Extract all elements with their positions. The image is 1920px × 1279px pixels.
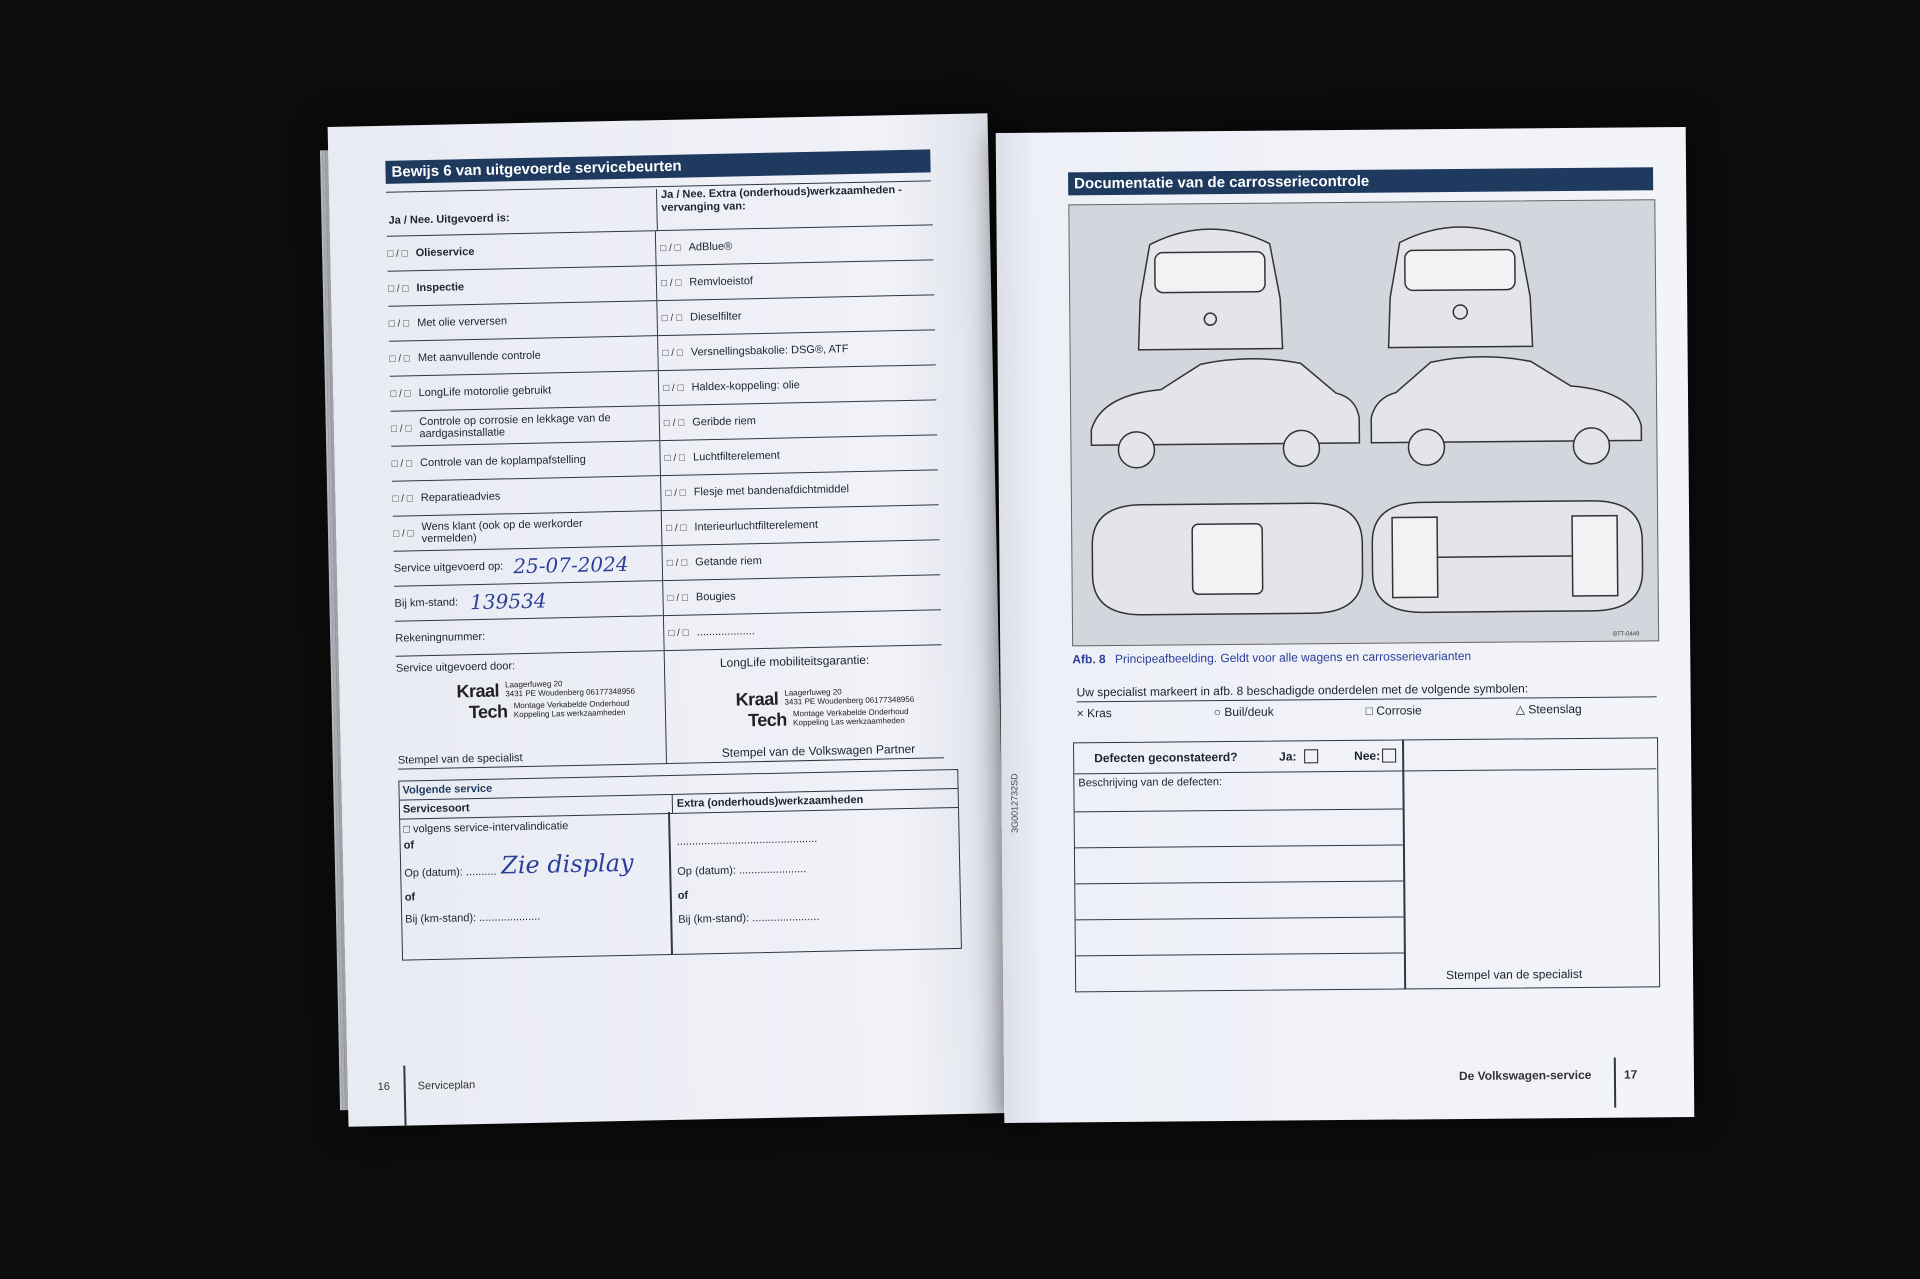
checkbox-pair[interactable]: □ / □ — [665, 487, 686, 499]
list-item-label: Met olie verversen — [417, 315, 508, 330]
checkbox-pair[interactable]: □ / □ — [661, 312, 683, 324]
list-item — [664, 609, 942, 650]
list-item-label: Getande riem — [695, 555, 762, 569]
checkbox-pair[interactable]: □ / □ — [390, 387, 411, 400]
list-item-label: Interieurluchtfilterelement — [694, 518, 819, 534]
list-item — [387, 230, 656, 271]
checkbox-pair[interactable]: □ / □ — [390, 422, 412, 435]
list-item — [391, 440, 660, 481]
list-item — [661, 469, 939, 510]
of-label: of — [677, 889, 689, 902]
next-date-label: Op (datum): .......... — [404, 865, 497, 880]
checkbox-pair[interactable]: □ / □ — [660, 277, 682, 289]
list-item-label: AdBlue® — [688, 240, 733, 254]
checkbox-pair[interactable]: □ / □ — [393, 527, 414, 540]
description-line[interactable] — [1075, 809, 1403, 813]
checkbox-pair[interactable]: □ / □ — [388, 317, 410, 330]
list-item-label: ................... — [696, 625, 755, 639]
list-item-label: Met aanvullende controle — [417, 349, 541, 365]
checkbox-pair[interactable]: □ / □ — [392, 492, 413, 505]
figure-code: BTT-0449 — [1613, 631, 1640, 638]
description-line[interactable] — [1076, 917, 1404, 921]
km-handwritten: 139534 — [469, 588, 547, 615]
list-item-label: Wens klant (ook op de werkorder vermelden) — [421, 517, 583, 546]
service-date-row — [393, 545, 662, 586]
list-item-label: Geribde riem — [692, 415, 756, 429]
checkbox-pair[interactable]: □ / □ — [665, 522, 687, 534]
right-page-title: Documentatie van de carrosseriecontrole — [1068, 167, 1653, 195]
performed-by-label: Service uitgevoerd door: — [395, 660, 516, 675]
list-item-label: Bougies — [695, 590, 736, 604]
list-item — [391, 405, 660, 446]
checkbox-pair[interactable]: □ / □ — [666, 557, 688, 569]
longlife-label: LongLife mobiliteitsgarantie: — [719, 652, 870, 670]
list-item — [389, 335, 658, 376]
col-right-header: Ja / Nee. Extra (onderhouds)werkzaamheden - vervanging van: — [656, 184, 927, 232]
right-items-list — [655, 224, 944, 764]
list-item — [662, 504, 940, 545]
description-line[interactable] — [1075, 845, 1403, 849]
list-item-label: Inspectie — [416, 281, 465, 295]
km-label: Bij km-stand: — [394, 596, 459, 610]
no-label: Nee: — [1354, 748, 1381, 763]
page-number-right: 17 — [1623, 1067, 1638, 1082]
stamp-brand-tech: Tech — [468, 701, 508, 723]
symbol-instruction: Uw specialist markeert in afb. 8 beschadigde onderdelen met de volgende symbolen: — [1077, 680, 1657, 702]
defects-header-row — [1074, 738, 1656, 774]
checkbox-pair[interactable]: □ / □ — [663, 417, 685, 429]
stamp-services2: Koppeling Las werkzaamheden — [513, 707, 626, 720]
list-item — [390, 370, 659, 411]
stamp-partner-label: Stempel van de Volkswagen Partner — [721, 741, 916, 760]
list-item — [658, 329, 936, 370]
stamp-services: Montage Verkabelde Onderhoud — [513, 698, 630, 711]
col-left-header: Ja / Nee. Uitgevoerd is: — [388, 212, 510, 227]
list-item — [660, 434, 938, 475]
service-date-label: Service uitgevoerd op: — [393, 560, 504, 575]
figure-caption — [1072, 649, 1471, 666]
checkbox-pair[interactable]: □ / □ — [668, 627, 689, 639]
stamp-address2: 3431 PE Woudenberg 06177348956 — [505, 686, 636, 699]
of-label: of — [403, 839, 415, 852]
of-label: of — [404, 891, 416, 904]
list-item — [393, 510, 662, 551]
no-checkbox[interactable] — [1382, 749, 1396, 763]
next-service-box — [398, 769, 962, 961]
stamp-address: Laagerfuweg 20 — [504, 679, 563, 690]
defects-table — [1073, 737, 1660, 992]
defects-label: Defecten geconstateerd? — [1094, 749, 1238, 766]
checkbox-pair[interactable]: □ / □ — [391, 457, 413, 470]
list-item — [659, 364, 937, 405]
next-date-handwritten: Zie display — [500, 848, 634, 880]
stamp-specialist-label: Stempel van de specialist — [397, 752, 523, 767]
description-line[interactable] — [1075, 881, 1403, 885]
left-page-title: Bewijs 6 van uitgevoerde servicebeurten — [385, 149, 930, 183]
stamp-address: Laagerfuweg 20 — [784, 687, 842, 698]
yes-checkbox[interactable] — [1304, 749, 1318, 763]
footer-divider — [403, 1066, 406, 1126]
list-item-label: Controle op corrosie en lekkage van de aardgasinstallatie — [419, 412, 611, 441]
symbol-dent: ○ Buil/deuk — [1213, 704, 1274, 720]
yes-label: Ja: — [1279, 749, 1297, 764]
checkbox-pair[interactable]: □ / □ — [662, 347, 683, 359]
left-items-list — [387, 230, 666, 769]
checkbox-pair[interactable]: □ / □ — [664, 452, 686, 464]
km-row — [394, 580, 663, 621]
dealer-stamp-left — [456, 678, 635, 724]
list-item — [656, 224, 934, 265]
invoice-row — [395, 615, 664, 656]
stamp-brand-kraal: Kraal — [735, 688, 779, 710]
stamp-services: Montage Verkabelde Onderhoud — [792, 706, 909, 719]
stamp-services2: Koppeling Las werkzaamheden — [793, 716, 905, 728]
list-item — [657, 294, 935, 335]
description-line[interactable] — [1076, 952, 1404, 956]
footer-section-left: Serviceplan — [417, 1079, 476, 1093]
symbol-scratch: × Kras — [1076, 706, 1112, 721]
right-km-label: Bij (km-stand): ...................... — [678, 910, 820, 926]
stamp-address2: 3431 PE Woudenberg 06177348956 — [784, 694, 915, 707]
list-item-label: Remvloeistof — [689, 275, 754, 289]
list-item — [662, 539, 940, 580]
list-item-label: Controle van de koplampafstelling — [419, 453, 586, 470]
symbol-stone-chip: △ Steenslag — [1515, 701, 1582, 717]
next-service-title: Volgende service — [399, 770, 957, 801]
list-item — [657, 259, 935, 300]
caption-label: Afb. 8 — [1072, 652, 1106, 667]
extra-work-line: .............................................. — [676, 832, 818, 848]
left-page — [328, 113, 1009, 1127]
car-diagram — [1068, 199, 1659, 646]
column-divider — [1402, 770, 1405, 988]
list-item-label: Haldex-koppeling: olie — [691, 379, 800, 394]
checkbox-pair[interactable]: □ / □ — [667, 592, 689, 604]
right-page — [996, 127, 1695, 1123]
list-item — [663, 574, 941, 615]
list-item-label: Luchtfilterelement — [692, 449, 780, 464]
next-km-label: Bij (km-stand): .................... — [405, 910, 541, 926]
side-code: 3G0012732SD — [1009, 773, 1020, 833]
longlife-cell — [665, 644, 944, 764]
description-label: Beschrijving van de defecten: — [1078, 776, 1223, 790]
next-service-col2: Extra (onderhouds)werkzaamheden — [672, 791, 864, 813]
list-item-label: Flesje met bandenafdichtmiddel — [693, 483, 850, 499]
footer-divider — [1614, 1058, 1616, 1108]
list-item — [388, 265, 657, 306]
list-item-label: Reparatieadvies — [420, 490, 501, 505]
performed-by-cell — [396, 650, 666, 770]
symbol-corrosion: □ Corrosie — [1365, 703, 1422, 718]
list-item — [388, 300, 657, 341]
stamp-brand-tech: Tech — [747, 709, 788, 731]
stamp-brand-kraal: Kraal — [456, 680, 500, 702]
checkbox-pair[interactable]: □ / □ — [389, 352, 411, 365]
checkbox-pair[interactable]: □ / □ — [660, 242, 681, 254]
right-date-label: Op (datum): ...................... — [677, 863, 807, 878]
dealer-stamp-right — [735, 686, 914, 732]
next-service-col1: Servicesoort — [402, 802, 470, 816]
list-item — [392, 475, 661, 516]
checkbox-pair[interactable]: □ / □ — [663, 382, 684, 394]
list-item-label: LongLife motorolie gebruikt — [418, 384, 552, 400]
caption-text: Principeafbeelding. Geldt voor alle wagens en carrosserievarianten — [1114, 648, 1472, 667]
list-item-label: Olieservice — [415, 245, 475, 260]
checkbox-pair[interactable]: □ / □ — [387, 247, 408, 260]
stamp-specialist-label: Stempel van de specialist — [1445, 966, 1583, 983]
footer-section-right: De Volkswagen-service — [1458, 1067, 1592, 1084]
header-divider — [1402, 740, 1404, 770]
column-divider — [668, 812, 672, 954]
page-number-left: 16 — [377, 1080, 391, 1094]
list-item-label: Dieselfilter — [689, 310, 742, 324]
car-outlines — [1069, 200, 1658, 645]
list-item — [659, 399, 937, 440]
checkbox-pair[interactable]: □ / □ — [387, 282, 409, 295]
invoice-label: Rekeningnummer: — [395, 630, 486, 645]
interval-option[interactable]: □ volgens service-intervalindicatie — [403, 820, 569, 836]
list-item-label: Versnellingsbakolie: DSG®, ATF — [690, 343, 849, 359]
service-date-handwritten: 25-07-2024 — [513, 551, 629, 579]
